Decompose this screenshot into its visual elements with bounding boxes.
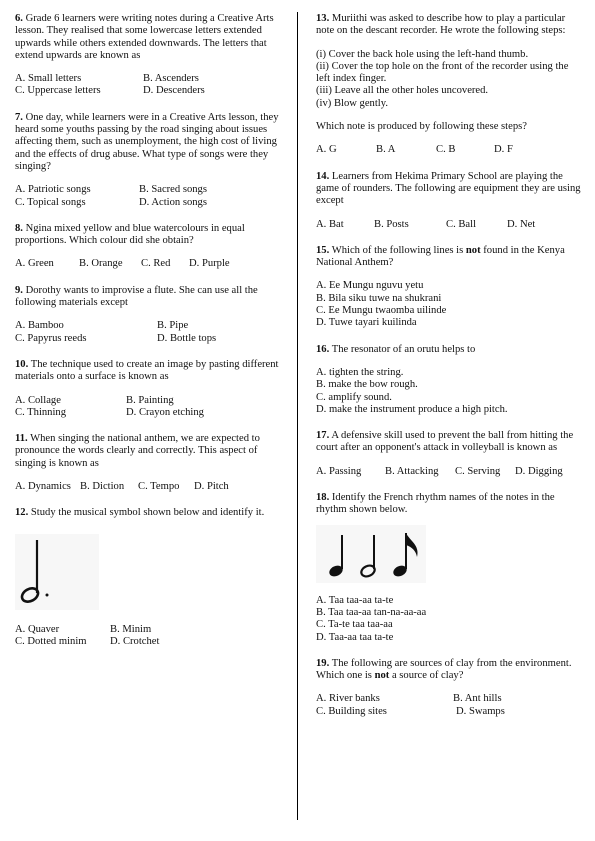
- question-14: [316, 171, 582, 231]
- option-b[interactable]: B. Ascenders: [143, 73, 199, 85]
- option-b[interactable]: B. Pipe: [157, 320, 189, 332]
- options-row: [316, 706, 582, 718]
- option-a[interactable]: A. Bat: [316, 218, 344, 230]
- options-row: [316, 219, 582, 231]
- question-stem: Which of the following lines is: [331, 244, 464, 256]
- option-d[interactable]: D. Digging: [515, 465, 563, 477]
- option-b[interactable]: B. Diction: [80, 481, 125, 493]
- question-stem: Grade 6 learners were writing notes during a Creative Arts lesson. They realised that some lowercase letters extended upwards while others extended downwards. The letters that extend upwards are known as: [15, 13, 274, 61]
- option-c[interactable]: C. Topical songs: [15, 196, 86, 208]
- option-b[interactable]: B. make the bow rough.: [316, 379, 418, 391]
- dotted-minim-figure: [15, 534, 99, 610]
- option-b[interactable]: B. Orange: [79, 258, 123, 270]
- option-b[interactable]: B. Attacking: [385, 465, 439, 477]
- option-a[interactable]: A. Quaver: [15, 623, 60, 635]
- option-d[interactable]: D. Tuwe tayari kuilinda: [316, 317, 417, 329]
- option-c[interactable]: C. amplify sound.: [316, 391, 392, 403]
- option-a[interactable]: A. tighten the string.: [316, 366, 404, 378]
- option-c[interactable]: C. Building sites: [316, 705, 387, 717]
- question-number: 18.: [316, 492, 330, 504]
- option-a[interactable]: A. Patriotic songs: [15, 184, 91, 196]
- question-13: [316, 13, 582, 157]
- question-number: 6.: [15, 13, 23, 24]
- question-13-prompt: Which note is produced by following these steps?: [316, 121, 527, 133]
- right-column: [316, 13, 582, 718]
- steps-list: [316, 49, 582, 110]
- question-number: 8.: [15, 222, 23, 234]
- question-stem: Learners from Hekima Primary School are playing the game of rounders. The following are equipment they are using except: [316, 170, 581, 207]
- emphasis-not: not: [374, 670, 390, 682]
- step-item: (ii) Cover the top hole on the front of the recorder using the left index finger.: [316, 60, 569, 85]
- option-b[interactable]: B. Posts: [374, 218, 409, 230]
- question-stem: Dorothy wants to improvise a flute. She can use all the following materials except: [15, 284, 258, 309]
- question-number: 9.: [15, 284, 23, 296]
- question-number: 17.: [316, 430, 330, 442]
- question-12-text: [15, 507, 280, 519]
- dotted-minim-icon: [15, 534, 99, 610]
- question-7-text: [15, 112, 280, 173]
- question-8: [15, 223, 280, 271]
- option-d[interactable]: D. Taa-aa taa ta-te: [316, 631, 394, 643]
- question-10-text: [15, 359, 280, 384]
- question-18-text: [316, 492, 582, 517]
- option-c[interactable]: C. Ball: [446, 218, 477, 230]
- option-d[interactable]: D. Purple: [189, 258, 230, 270]
- option-a[interactable]: A. River banks: [316, 693, 380, 705]
- question-stem: Muriithi was asked to describe how to play a particular note on the descant recorder. He wrote the following steps:: [316, 13, 566, 37]
- option-c[interactable]: C. Uppercase letters: [15, 85, 101, 97]
- options-row: [15, 624, 280, 636]
- option-d[interactable]: D. Action songs: [139, 196, 207, 208]
- option-d[interactable]: D. Crayon etching: [126, 406, 204, 418]
- question-stem-end: a source of clay?: [391, 670, 464, 682]
- question-9-text: [15, 285, 280, 310]
- option-d[interactable]: D. F: [494, 144, 513, 156]
- option-a[interactable]: A. Dynamics: [15, 481, 71, 493]
- question-number: 19.: [316, 657, 330, 669]
- option-a[interactable]: A. Ee Mungu nguvu yetu: [316, 280, 424, 292]
- emphasis-not: not: [465, 244, 481, 256]
- question-16-text: [316, 344, 582, 356]
- options-row: [15, 258, 280, 270]
- question-stem: Identify the French rhythm names of the notes in the rhythm shown below.: [316, 492, 555, 516]
- options-row: [15, 407, 280, 419]
- option-d[interactable]: D. make the instrument produce a high pitch.: [316, 403, 508, 415]
- options-row: [15, 333, 280, 345]
- option-b[interactable]: B. Sacred songs: [139, 184, 207, 196]
- question-19-text: [316, 658, 582, 683]
- option-d[interactable]: D. Descenders: [143, 85, 205, 97]
- option-b[interactable]: B. Ant hills: [453, 693, 502, 705]
- question-stem: The following are sources of clay from the environment. Which one is: [316, 657, 572, 682]
- option-d[interactable]: D. Crotchet: [110, 635, 160, 647]
- rhythm-notes-icon: [316, 525, 426, 583]
- question-11-text: [15, 433, 280, 470]
- question-16: [316, 344, 582, 416]
- option-d[interactable]: D. Swamps: [456, 705, 505, 717]
- option-c[interactable]: C. Papyrus reeds: [15, 332, 87, 344]
- step-item: (iv) Blow gently.: [316, 97, 388, 109]
- option-c[interactable]: C. Ee Mungu twaomba uilinde: [316, 305, 447, 317]
- question-15-text: [316, 245, 582, 270]
- question-8-text: [15, 223, 280, 248]
- question-number: 7.: [15, 111, 23, 123]
- question-number: 15.: [316, 244, 330, 256]
- options-row: [15, 184, 280, 196]
- option-b[interactable]: B. Minim: [110, 623, 152, 635]
- option-c[interactable]: C. Dotted minim: [15, 635, 87, 647]
- option-a[interactable]: A. Passing: [316, 465, 362, 477]
- step-item: (iii) Leave all the other holes uncovered.: [316, 85, 489, 97]
- option-d[interactable]: D. Net: [507, 218, 536, 230]
- question-19: [316, 658, 582, 718]
- options-row: [15, 73, 280, 85]
- question-number: 11.: [15, 433, 28, 445]
- question-17: [316, 430, 582, 478]
- question-stem-end: found in the Kenya National Anthem?: [316, 244, 565, 269]
- question-7: [15, 112, 280, 209]
- question-number: 16.: [316, 343, 330, 355]
- options-row: [15, 197, 280, 209]
- step-item: (i) Cover the back hole using the left-hand thumb.: [316, 48, 529, 60]
- question-stem: One day, while learners were in a Creative Arts lesson, they heard some youths passing by the road singing about issues affecting them, such as unemployment, the high cost of living and the effects of drug abuse. What type of songs were they singing?: [15, 111, 279, 172]
- rhythm-figure: [316, 525, 426, 583]
- question-stem: Study the musical symbol shown below and identify it.: [30, 507, 265, 519]
- option-a[interactable]: A. Taa taa-aa ta-te: [316, 594, 394, 606]
- question-12: [15, 507, 280, 648]
- option-d[interactable]: D. Bottle tops: [157, 332, 217, 344]
- question-9: [15, 285, 280, 345]
- question-17-text: [316, 430, 582, 455]
- option-c[interactable]: C. B: [436, 144, 456, 156]
- question-number: 10.: [15, 358, 29, 370]
- question-stem: A defensive skill used to prevent the ball from hitting the court after an opponent's attack in volleyball is known as: [316, 430, 574, 454]
- question-13-text: [316, 13, 582, 38]
- option-a[interactable]: A. Bamboo: [15, 320, 64, 332]
- options-row: [15, 85, 280, 97]
- question-number: 14.: [316, 170, 330, 182]
- option-b[interactable]: B. A: [376, 144, 396, 156]
- question-6: [15, 13, 280, 98]
- question-18: [316, 492, 582, 644]
- question-14-text: [316, 171, 582, 208]
- option-a[interactable]: A. G: [316, 144, 337, 156]
- option-c[interactable]: C. Ta-te taa taa-aa: [316, 619, 393, 631]
- option-c[interactable]: C. Red: [141, 258, 171, 270]
- option-c[interactable]: C. Tempo: [138, 481, 180, 493]
- option-c[interactable]: C. Serving: [455, 465, 501, 477]
- question-15: [316, 245, 582, 330]
- option-c[interactable]: C. Thinning: [15, 406, 67, 418]
- option-b[interactable]: B. Taa taa-aa tan-na-aa-aa: [316, 606, 427, 618]
- options-row: [316, 693, 582, 705]
- option-a[interactable]: A. Collage: [15, 394, 61, 406]
- options-row: [15, 320, 280, 332]
- question-stem: Ngina mixed yellow and blue watercolours in equal proportions. Which colour did she obtain?: [15, 222, 245, 247]
- options-row: [15, 636, 280, 648]
- question-stem: When singing the national anthem, we are expected to pronounce the words clearly and correctly. This aspect of singing is known as: [15, 433, 260, 469]
- column-divider: [297, 12, 298, 820]
- question-number: 13.: [316, 13, 330, 24]
- question-stem: The technique used to create an image by pasting different materials onto a surface is known as: [15, 358, 279, 383]
- option-a[interactable]: A. Small letters: [15, 73, 82, 85]
- question-6-text: [15, 13, 280, 62]
- question-stem: The resonator of an orutu helps to: [331, 343, 476, 355]
- options-row: [15, 481, 280, 493]
- question-11: [15, 433, 280, 493]
- options-row: [15, 395, 280, 407]
- options-row: [316, 466, 582, 478]
- option-d[interactable]: D. Pitch: [194, 481, 229, 493]
- option-b[interactable]: B. Painting: [126, 394, 174, 406]
- options-row: [316, 144, 582, 156]
- question-number: 12.: [15, 507, 29, 519]
- left-column: [15, 13, 280, 648]
- option-b[interactable]: B. Bila siku tuwe na shukrani: [316, 292, 442, 304]
- option-a[interactable]: A. Green: [15, 258, 54, 270]
- question-10: [15, 359, 280, 419]
